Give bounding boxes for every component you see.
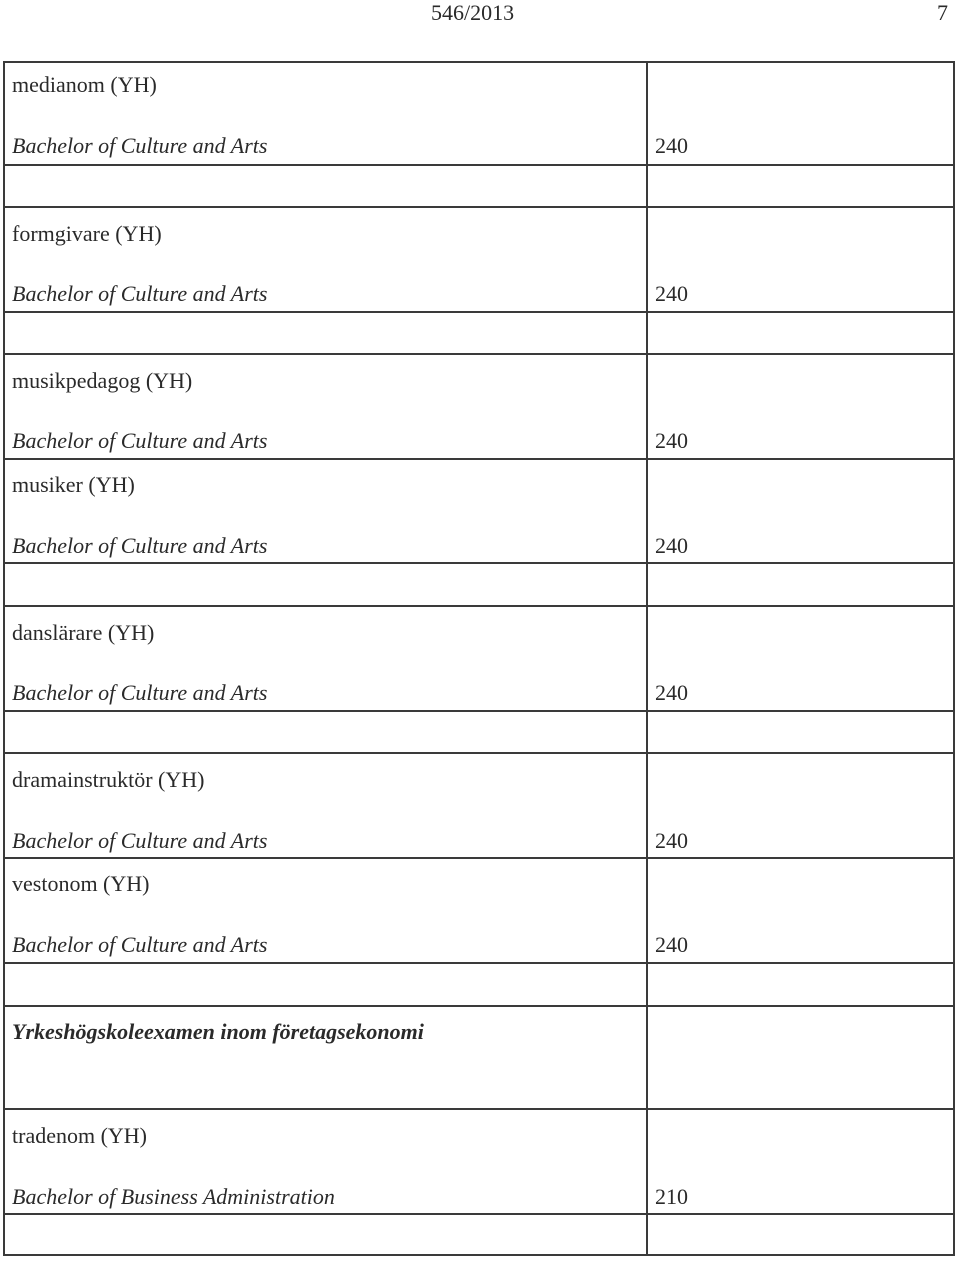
column-divider xyxy=(646,61,648,1256)
page-header xyxy=(0,0,960,30)
credits-value: 240 xyxy=(655,533,688,558)
row-divider xyxy=(3,1213,955,1215)
row-divider xyxy=(3,206,955,208)
credits-value: 240 xyxy=(655,133,688,158)
row-divider xyxy=(3,1108,955,1110)
credits-value: 240 xyxy=(655,828,688,853)
degree-english-name: Bachelor of Culture and Arts xyxy=(12,428,268,453)
degree-title: dramainstruktör (YH) xyxy=(12,767,205,792)
row-divider xyxy=(3,1005,955,1007)
section-heading: Yrkeshögskoleexamen inom företagsekonomi xyxy=(12,1019,424,1044)
degree-title: danslärare (YH) xyxy=(12,620,155,645)
degree-title: tradenom (YH) xyxy=(12,1123,148,1148)
credits-value: 240 xyxy=(655,281,688,306)
degree-english-name: Bachelor of Culture and Arts xyxy=(12,133,268,158)
row-divider xyxy=(3,857,955,859)
row-divider xyxy=(3,353,955,355)
credits-value: 240 xyxy=(655,428,688,453)
degree-title: medianom (YH) xyxy=(12,72,157,97)
degree-english-name: Bachelor of Culture and Arts xyxy=(12,281,268,306)
document-number: 546/2013 xyxy=(431,0,515,25)
degree-english-name: Bachelor of Culture and Arts xyxy=(12,828,268,853)
row-divider xyxy=(3,311,955,313)
row-divider xyxy=(3,710,955,712)
degree-title: vestonom (YH) xyxy=(12,871,150,896)
page-number: 7 xyxy=(937,0,948,25)
degree-title: formgivare (YH) xyxy=(12,221,162,246)
row-divider xyxy=(3,752,955,754)
degree-title: musikpedagog (YH) xyxy=(12,368,193,393)
row-divider xyxy=(3,164,955,166)
credits-value: 240 xyxy=(655,680,688,705)
row-divider xyxy=(3,458,955,460)
credits-value: 210 xyxy=(655,1184,688,1209)
degree-english-name: Bachelor of Culture and Arts xyxy=(12,932,268,957)
row-divider xyxy=(3,962,955,964)
row-divider xyxy=(3,605,955,607)
degree-english-name: Bachelor of Culture and Arts xyxy=(12,533,268,558)
credits-value: 240 xyxy=(655,932,688,957)
degree-title: musiker (YH) xyxy=(12,472,135,497)
row-divider xyxy=(3,562,955,564)
degree-english-name: Bachelor of Culture and Arts xyxy=(12,680,268,705)
degree-english-name: Bachelor of Business Administration xyxy=(12,1184,335,1209)
